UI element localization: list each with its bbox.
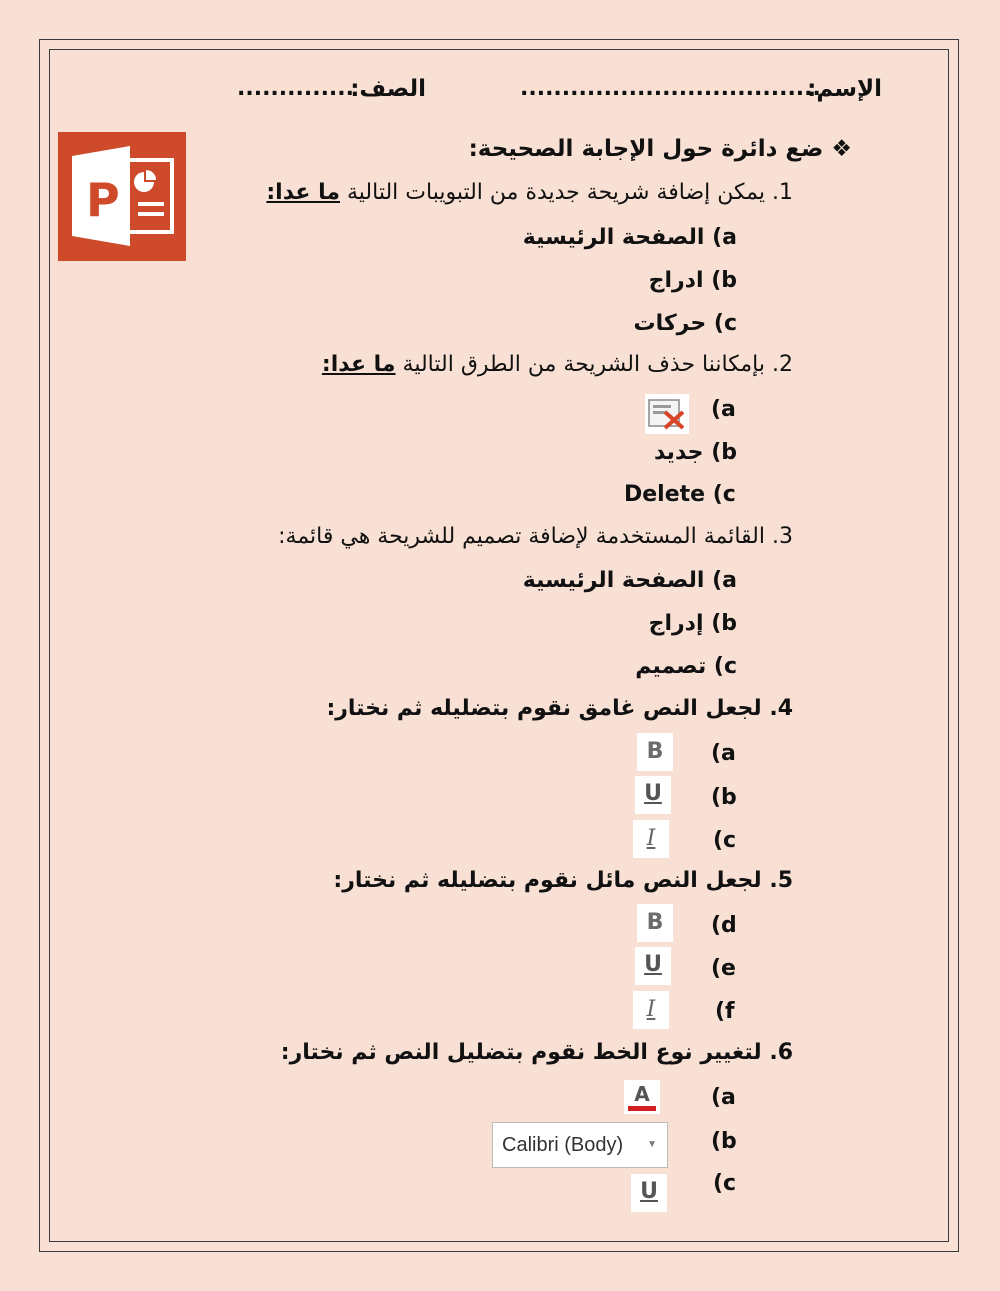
font-color-icon[interactable] [624,1080,660,1114]
option-5e-letter[interactable]: (e [711,956,736,981]
font-dropdown-value: Calibri (Body) [502,1134,624,1156]
chevron-down-icon: ▼ [647,1139,657,1150]
question-6 [281,1040,793,1065]
option-letter: a) [712,225,737,250]
powerpoint-logo-icon [58,132,186,261]
option-4b-letter[interactable]: (b [711,785,737,810]
option-letter: b) [711,611,737,636]
font-color-glyph: A [634,1082,650,1106]
italic-icon[interactable]: I [633,820,669,858]
option-4a-letter[interactable]: (a [711,741,736,766]
font-color-bar [628,1106,656,1111]
italic-icon[interactable]: I [633,991,669,1029]
option-text: إدراج [648,611,704,636]
question-text: لجعل النص مائل نقوم بتضليله ثم نختار: [333,868,762,893]
underline-icon[interactable]: U [631,1174,667,1212]
option-1a[interactable] [523,225,737,250]
question-2 [322,352,793,377]
option-1c[interactable] [634,311,737,336]
font-dropdown[interactable] [492,1122,668,1168]
option-3c[interactable] [635,654,737,679]
option-letter: c) [713,654,737,679]
question-number: 6. [769,1040,793,1065]
option-1b[interactable] [649,268,737,293]
option-2a-letter[interactable]: (a [711,397,736,422]
question-number: 4. [769,696,793,721]
class-label: الصف: [350,76,426,102]
option-text: الصفحة الرئيسية [522,568,705,593]
name-label: الإسم: [807,76,882,102]
question-text: بإمكاننا حذف الشريحة من الطرق التالية [402,352,765,377]
question-emphasis: ما عدا: [266,180,340,205]
underline-icon[interactable]: U [635,947,671,985]
question-1 [266,180,793,205]
underline-icon[interactable]: U [635,776,671,814]
question-text: يمكن إضافة شريحة جديدة من التبويبات التالية [347,180,765,205]
option-letter: b) [711,268,737,293]
option-3a[interactable] [523,568,737,593]
powerpoint-logo-letter: P [86,173,120,227]
question-3 [278,524,793,549]
option-2c[interactable]: Delete (c [624,482,736,507]
option-text: ادراج [648,268,704,293]
option-text: تصميم [635,654,707,679]
question-number: 3. [772,524,793,549]
name-blank[interactable]: .................................... [520,76,821,101]
question-text: لتغيير نوع الخط نقوم بتضليل النص ثم نختار: [280,1040,762,1065]
option-letter: c) [713,311,737,336]
option-3b[interactable] [649,611,737,636]
question-number: 2. [772,352,793,377]
class-blank[interactable]: .............. [237,76,355,101]
bold-icon[interactable]: B [637,904,673,942]
instruction-heading: ❖ ضع دائرة حول الإجابة الصحيحة: [468,136,852,162]
option-5f-letter[interactable]: (f [715,999,735,1024]
option-letter: b) [711,440,737,465]
delete-slide-icon[interactable] [645,394,689,434]
option-text: جديد [653,440,704,465]
bold-icon[interactable]: B [637,733,673,771]
option-6a-letter[interactable]: (a [711,1085,736,1110]
option-2b[interactable] [654,440,737,465]
option-6b-letter[interactable]: (b [711,1129,737,1154]
option-5d-letter[interactable]: (d [711,913,737,938]
question-emphasis: ما عدا: [321,352,396,377]
option-letter: a) [712,568,737,593]
option-text: الصفحة الرئيسية [522,225,705,250]
question-text: القائمة المستخدمة لإضافة تصميم للشريحة هي قائمة: [278,524,765,549]
question-text: لجعل النص غامق نقوم بتضليله ثم نختار: [326,696,762,721]
question-5 [333,868,793,893]
option-text: حركات [633,311,707,336]
option-4c-letter[interactable]: (c [713,828,737,853]
question-4 [326,696,793,721]
option-6c-letter[interactable]: (c [713,1171,737,1196]
question-number: 1. [772,180,793,205]
question-number: 5. [769,868,793,893]
